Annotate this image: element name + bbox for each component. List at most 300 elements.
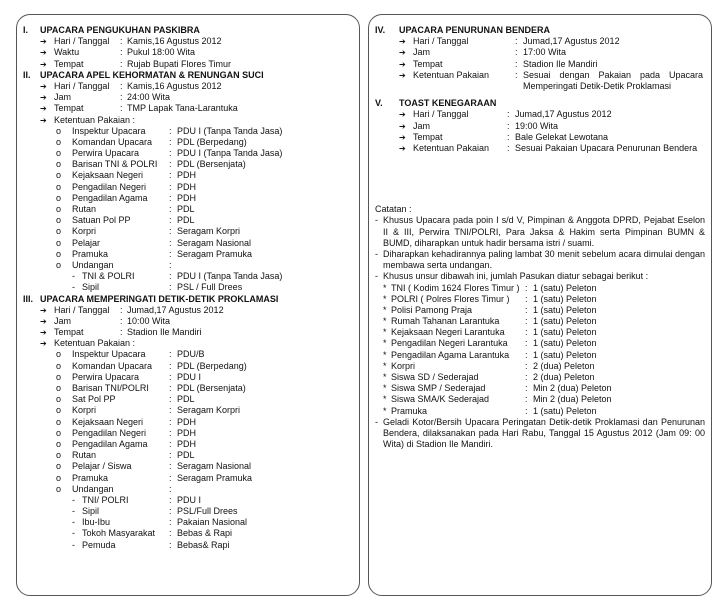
colon-separator: : xyxy=(169,472,172,483)
troop-unit: TNI ( Kodim 1624 Flores Timur ) xyxy=(391,282,520,293)
troop-row xyxy=(375,361,705,372)
troop-count: 1 (satu) Peleton xyxy=(533,327,597,338)
asterisk-bullet: * xyxy=(383,383,387,394)
attire-row xyxy=(23,137,353,148)
field-label: Jam xyxy=(413,120,431,131)
troop-count: 1 (satu) Peleton xyxy=(533,338,597,349)
field-label: Undangan xyxy=(72,259,114,270)
dash-bullet: - xyxy=(72,517,75,528)
troop-unit: POLRI ( Polres Flores Timur ) xyxy=(391,293,510,304)
field-value: PDH xyxy=(177,438,197,449)
colon-separator: : xyxy=(525,316,528,327)
circle-bullet-icon: o xyxy=(56,181,62,192)
circle-bullet-icon: o xyxy=(56,248,62,259)
dash-bullet: - xyxy=(72,539,75,550)
troop-count: 1 (satu) Peleton xyxy=(533,304,597,315)
field-label: Kejaksaan Negeri xyxy=(72,170,144,181)
attire-row xyxy=(23,193,353,204)
attire-row xyxy=(23,450,353,461)
info-row xyxy=(23,47,353,58)
field-value: PDH xyxy=(177,170,197,181)
attire-row xyxy=(23,484,353,495)
colon-separator: : xyxy=(169,259,172,270)
guest-row xyxy=(23,271,353,282)
field-value: PDH xyxy=(177,181,197,192)
attire-row xyxy=(23,182,353,193)
field-value: Stadion Ile Mandiri xyxy=(127,327,202,338)
colon-separator: : xyxy=(169,517,172,528)
troop-count: Min 2 (dua) Peleton xyxy=(533,383,612,394)
field-label: Korpri xyxy=(72,405,97,416)
field-value: PDU I (Tanpa Tanda Jasa) xyxy=(177,271,283,282)
colon-separator: : xyxy=(169,427,172,438)
troop-unit: Korpri xyxy=(391,360,416,371)
colon-separator: : xyxy=(169,450,172,461)
field-value: PDH xyxy=(177,416,197,427)
colon-separator: : xyxy=(515,69,518,80)
arrow-bullet-icon: ➔ xyxy=(40,104,47,114)
colon-separator: : xyxy=(525,360,528,371)
troop-count: 1 (satu) Peleton xyxy=(533,405,597,416)
dash-bullet: - xyxy=(375,271,378,282)
dash-bullet: - xyxy=(72,528,75,539)
field-label: Waktu xyxy=(54,47,80,58)
field-label: Pengadilan Agama xyxy=(72,438,148,449)
info-row xyxy=(23,59,353,70)
attire-heading-row xyxy=(23,115,353,126)
note-item xyxy=(375,249,705,271)
attire-heading: Ketentuan Pakaian : xyxy=(54,114,136,125)
section-number: III. xyxy=(23,293,34,304)
colon-separator: : xyxy=(169,282,172,293)
right-content xyxy=(375,25,705,450)
arrow-bullet-icon: ➔ xyxy=(399,121,406,131)
troop-row xyxy=(375,283,705,294)
colon-separator: : xyxy=(525,405,528,416)
attire-row xyxy=(23,394,353,405)
dash-bullet: - xyxy=(375,416,378,427)
field-label: TNI & POLRI xyxy=(82,271,135,282)
colon-separator: : xyxy=(120,327,123,338)
note-text: Khusus Upacara pada poin I s/d V, Pimpinan & Anggota DPRD, Pejabat Eselon II & III, Perwira TNI/POLRI, Para Jaksa & Hakim serta Pimpinan BUMN & BUMD, diharapkan untuk hadir bersama istri / suami. xyxy=(383,215,705,248)
asterisk-bullet: * xyxy=(383,338,387,349)
dash-bullet: - xyxy=(72,271,75,282)
field-value: TMP Lapak Tana-Larantuka xyxy=(127,103,238,114)
asterisk-bullet: * xyxy=(383,282,387,293)
troop-count: 1 (satu) Peleton xyxy=(533,316,597,327)
circle-bullet-icon: o xyxy=(56,159,62,170)
colon-separator: : xyxy=(169,416,172,427)
info-row xyxy=(23,103,353,114)
info-row xyxy=(23,92,353,103)
info-row xyxy=(375,47,705,58)
attire-row xyxy=(23,148,353,159)
troop-unit: Pengadilan Negeri Larantuka xyxy=(391,338,508,349)
field-label: Perwira Upacara xyxy=(72,148,140,159)
troop-row xyxy=(375,327,705,338)
troop-count: 1 (satu) Peleton xyxy=(533,282,597,293)
field-value: PDL xyxy=(177,215,195,226)
asterisk-bullet: * xyxy=(383,316,387,327)
field-value: PDU I xyxy=(177,494,202,505)
attire-row xyxy=(23,260,353,271)
troop-row xyxy=(375,350,705,361)
circle-bullet-icon: o xyxy=(56,483,62,494)
circle-bullet-icon: o xyxy=(56,349,62,360)
troop-row xyxy=(375,316,705,327)
troop-count: Min 2 (dua) Peleton xyxy=(533,394,612,405)
troop-count: 2 (dua) Peleton xyxy=(533,360,595,371)
field-label: Sat Pol PP xyxy=(72,394,116,405)
troop-unit: Polisi Pamong Praja xyxy=(391,304,473,315)
colon-separator: : xyxy=(507,131,510,142)
troop-count: 1 (satu) Peleton xyxy=(533,293,597,304)
section-heading xyxy=(23,25,353,36)
field-value: Seragam Nasional xyxy=(177,237,252,248)
note-item xyxy=(375,417,705,451)
troop-unit: Pramuka xyxy=(391,405,428,416)
field-label: TNI/ POLRI xyxy=(82,494,129,505)
circle-bullet-icon: o xyxy=(56,472,62,483)
asterisk-bullet: * xyxy=(383,394,387,405)
field-label: Barisan TNI & POLRI xyxy=(72,159,158,170)
arrow-bullet-icon: ➔ xyxy=(40,93,47,103)
section-number: IV. xyxy=(375,25,386,35)
info-row xyxy=(23,316,353,327)
field-label: Korpri xyxy=(72,226,97,237)
field-value: Kamis,16 Agustus 2012 xyxy=(127,36,222,47)
field-value: Bale Gelekat Lewotana xyxy=(515,131,609,142)
field-value: 19:00 Wita xyxy=(515,120,559,131)
colon-separator: : xyxy=(169,394,172,405)
field-label: Komandan Upacara xyxy=(72,136,153,147)
dash-bullet: - xyxy=(375,248,378,259)
info-row xyxy=(375,132,705,143)
section-title: UPACARA APEL KEHORMATAN & RENUNGAN SUCI xyxy=(40,69,264,80)
colon-separator: : xyxy=(120,47,123,58)
arrow-bullet-icon: ➔ xyxy=(40,305,47,315)
field-label: Tempat xyxy=(54,327,84,338)
guest-row xyxy=(23,495,353,506)
troop-row xyxy=(375,394,705,405)
field-label: Ketentuan Pakaian xyxy=(413,142,490,153)
troop-count: 1 (satu) Peleton xyxy=(533,349,597,360)
colon-separator: : xyxy=(169,371,172,382)
field-label: Pemuda xyxy=(82,539,116,550)
field-value: PDU I (Tanpa Tanda Jasa) xyxy=(177,148,283,159)
info-row xyxy=(375,143,705,154)
section-heading xyxy=(23,294,353,305)
colon-separator: : xyxy=(169,170,172,181)
field-label: Perwira Upacara xyxy=(72,371,140,382)
field-value: PSL/Full Drees xyxy=(177,506,238,517)
field-label: Inspektur Upacara xyxy=(72,125,146,136)
field-label: Sipil xyxy=(82,506,100,517)
arrow-bullet-icon: ➔ xyxy=(40,115,47,125)
field-value: Seragam Korpri xyxy=(177,405,241,416)
attire-row xyxy=(23,383,353,394)
colon-separator: : xyxy=(507,120,510,131)
left-content xyxy=(23,25,353,551)
colon-separator: : xyxy=(169,349,172,360)
colon-separator: : xyxy=(120,36,123,47)
field-value: Jumad,17 Agustus 2012 xyxy=(523,36,620,47)
attire-row xyxy=(23,126,353,137)
field-label: Hari / Tanggal xyxy=(54,80,110,91)
colon-separator: : xyxy=(169,438,172,449)
colon-separator: : xyxy=(525,394,528,405)
field-value: Rujab Bupati Flores Timur xyxy=(127,58,232,69)
circle-bullet-icon: o xyxy=(56,125,62,136)
section-title: TOAST KENEGARAAN xyxy=(399,98,497,109)
circle-bullet-icon: o xyxy=(56,237,62,248)
field-value: Bebas & Rapi xyxy=(177,528,233,539)
asterisk-bullet: * xyxy=(383,304,387,315)
arrow-bullet-icon: ➔ xyxy=(40,316,47,326)
field-label: Sipil xyxy=(82,282,100,293)
attire-row xyxy=(23,473,353,484)
dash-bullet: - xyxy=(375,215,378,226)
info-row xyxy=(375,36,705,47)
section-heading xyxy=(23,70,353,81)
circle-bullet-icon: o xyxy=(56,394,62,405)
field-label: Hari / Tanggal xyxy=(413,36,469,47)
field-label: Tempat xyxy=(54,103,84,114)
troop-row xyxy=(375,294,705,305)
circle-bullet-icon: o xyxy=(56,450,62,461)
attire-row xyxy=(23,461,353,472)
field-label: Hari / Tanggal xyxy=(54,36,110,47)
info-row xyxy=(375,70,705,92)
colon-separator: : xyxy=(169,226,172,237)
asterisk-bullet: * xyxy=(383,327,387,338)
field-value: PDL (Berpedang) xyxy=(177,136,247,147)
field-value: PDH xyxy=(177,427,197,438)
colon-separator: : xyxy=(525,372,528,383)
circle-bullet-icon: o xyxy=(56,204,62,215)
field-label: Pelajar / Siswa xyxy=(72,461,132,472)
section-title: UPACARA MEMPERINGATI DETIK-DETIK PROKLAMASI xyxy=(40,293,279,304)
attire-row xyxy=(23,417,353,428)
colon-separator: : xyxy=(120,103,123,114)
guest-row xyxy=(23,506,353,517)
arrow-bullet-icon: ➔ xyxy=(40,37,47,47)
colon-separator: : xyxy=(169,148,172,159)
field-label: Pengadilan Negeri xyxy=(72,427,147,438)
guest-row xyxy=(23,282,353,293)
field-label: Pengadilan Agama xyxy=(72,192,148,203)
attire-row xyxy=(23,405,353,416)
colon-separator: : xyxy=(169,539,172,550)
section-heading xyxy=(375,98,705,109)
colon-separator: : xyxy=(169,461,172,472)
field-label: Kejaksaan Negeri xyxy=(72,416,144,427)
arrow-bullet-icon: ➔ xyxy=(40,339,47,349)
field-label: Hari / Tanggal xyxy=(413,109,469,120)
troop-unit: Siswa SMA/K Sederajad xyxy=(391,394,490,405)
troop-unit: Pengadilan Agama Larantuka xyxy=(391,349,510,360)
arrow-bullet-icon: ➔ xyxy=(399,132,406,142)
attire-row xyxy=(23,372,353,383)
attire-row xyxy=(23,349,353,360)
field-value: PDL xyxy=(177,394,195,405)
colon-separator: : xyxy=(525,383,528,394)
colon-separator: : xyxy=(169,192,172,203)
info-row xyxy=(23,305,353,316)
field-label: Ibu-Ibu xyxy=(82,517,111,528)
attire-row xyxy=(23,159,353,170)
arrow-bullet-icon: ➔ xyxy=(399,110,406,120)
circle-bullet-icon: o xyxy=(56,259,62,270)
colon-separator: : xyxy=(515,36,518,47)
field-value: PDU I (Tanpa Tanda Jasa) xyxy=(177,125,283,136)
attire-row xyxy=(23,226,353,237)
guest-row xyxy=(23,528,353,539)
circle-bullet-icon: o xyxy=(56,192,62,203)
colon-separator: : xyxy=(525,349,528,360)
spacer xyxy=(375,154,705,204)
colon-separator: : xyxy=(169,494,172,505)
field-value: Seragam Korpri xyxy=(177,226,241,237)
asterisk-bullet: * xyxy=(383,372,387,383)
colon-separator: : xyxy=(120,315,123,326)
field-value: Seragam Pramuka xyxy=(177,248,253,259)
field-value: Sesuai dengan Pakaian pada Upacara Memperingati Detik-Detik Proklamasi xyxy=(523,69,703,91)
guest-row xyxy=(23,517,353,528)
colon-separator: : xyxy=(120,304,123,315)
troop-row xyxy=(375,372,705,383)
field-value: PDL xyxy=(177,450,195,461)
note-text: Khusus unsur dibawah ini, jumlah Pasukan diatur sebagai berikut : xyxy=(383,271,649,282)
attire-heading-row xyxy=(23,338,353,349)
section-title: UPACARA PENGUKUHAN PASKIBRA xyxy=(40,25,200,35)
arrow-bullet-icon: ➔ xyxy=(40,48,47,58)
field-label: Tempat xyxy=(413,58,443,69)
colon-separator: : xyxy=(169,237,172,248)
asterisk-bullet: * xyxy=(383,349,387,360)
colon-separator: : xyxy=(515,47,518,58)
colon-separator: : xyxy=(169,181,172,192)
circle-bullet-icon: o xyxy=(56,427,62,438)
attire-row xyxy=(23,170,353,181)
troop-row xyxy=(375,383,705,394)
field-value: PDH xyxy=(177,192,197,203)
colon-separator: : xyxy=(515,58,518,69)
attire-row xyxy=(23,238,353,249)
circle-bullet-icon: o xyxy=(56,148,62,159)
field-value: Stadion Ile Mandiri xyxy=(523,58,598,69)
circle-bullet-icon: o xyxy=(56,461,62,472)
colon-separator: : xyxy=(169,215,172,226)
note-item xyxy=(375,215,705,249)
field-label: Ketentuan Pakaian xyxy=(413,69,490,80)
attire-row xyxy=(23,428,353,439)
info-row xyxy=(23,327,353,338)
circle-bullet-icon: o xyxy=(56,360,62,371)
colon-separator: : xyxy=(525,304,528,315)
colon-separator: : xyxy=(120,92,123,103)
colon-separator: : xyxy=(169,383,172,394)
field-value: 10:00 Wita xyxy=(127,315,171,326)
info-row xyxy=(23,81,353,92)
troop-row xyxy=(375,338,705,349)
circle-bullet-icon: o xyxy=(56,438,62,449)
field-value: Sesuai Pakaian Upacara Penurunan Bendera xyxy=(515,142,698,153)
asterisk-bullet: * xyxy=(383,405,387,416)
circle-bullet-icon: o xyxy=(56,405,62,416)
asterisk-bullet: * xyxy=(383,293,387,304)
circle-bullet-icon: o xyxy=(56,226,62,237)
info-row xyxy=(375,121,705,132)
colon-separator: : xyxy=(169,125,172,136)
field-value: Jumad,17 Agustus 2012 xyxy=(515,109,612,120)
colon-separator: : xyxy=(169,204,172,215)
note-text: Geladi Kotor/Bersih Upacara Peringatan Detik-detik Proklamasi dan Penurunan Bendera, dilaksanakan pada Hari Rabu, Tanggal 15 Agustus 2012 (Jam 09: 00 Wita) di Stadion Ile Mandiri. xyxy=(383,416,705,450)
colon-separator: : xyxy=(169,248,172,259)
right-panel xyxy=(368,14,712,596)
colon-separator: : xyxy=(169,528,172,539)
troop-unit: Rumah Tahanan Larantuka xyxy=(391,316,500,327)
colon-separator: : xyxy=(525,338,528,349)
troop-row xyxy=(375,406,705,417)
colon-separator: : xyxy=(169,271,172,282)
troop-count: 2 (dua) Peleton xyxy=(533,372,595,383)
troop-row xyxy=(375,305,705,316)
colon-separator: : xyxy=(525,293,528,304)
field-label: Tokoh Masyarakat xyxy=(82,528,156,539)
arrow-bullet-icon: ➔ xyxy=(399,37,406,47)
info-row xyxy=(23,36,353,47)
field-label: Rutan xyxy=(72,204,97,215)
field-label: Jam xyxy=(54,315,72,326)
attire-row xyxy=(23,249,353,260)
arrow-bullet-icon: ➔ xyxy=(399,48,406,58)
field-label: Rutan xyxy=(72,450,97,461)
attire-row xyxy=(23,215,353,226)
field-label: Pramuka xyxy=(72,248,109,259)
info-row xyxy=(375,59,705,70)
colon-separator: : xyxy=(525,327,528,338)
dash-bullet: - xyxy=(72,282,75,293)
circle-bullet-icon: o xyxy=(56,416,62,427)
field-label: Satuan Pol PP xyxy=(72,215,131,226)
dash-bullet: - xyxy=(72,506,75,517)
field-label: Pengadilan Negeri xyxy=(72,181,147,192)
troop-unit: Kejaksaan Negeri Larantuka xyxy=(391,327,505,338)
field-value: Seragam Pramuka xyxy=(177,472,253,483)
note-text: Diharapkan kehadirannya paling lambat 30 menit sebelum acara dimulai dengan membawa serta undangan. xyxy=(383,248,705,271)
field-label: Tempat xyxy=(413,131,443,142)
field-value: PDL (Berpedang) xyxy=(177,360,247,371)
colon-separator: : xyxy=(120,80,123,91)
section-title: UPACARA PENURUNAN BENDERA xyxy=(399,25,551,35)
field-value: 17:00 Wita xyxy=(523,47,567,58)
colon-separator: : xyxy=(507,142,510,153)
dash-bullet: - xyxy=(72,494,75,505)
circle-bullet-icon: o xyxy=(56,215,62,226)
attire-row xyxy=(23,439,353,450)
arrow-bullet-icon: ➔ xyxy=(399,70,406,80)
field-value: PDU/B xyxy=(177,349,205,360)
field-value: PDL xyxy=(177,204,195,215)
field-value: Kamis,16 Agustus 2012 xyxy=(127,80,222,91)
field-label: Hari / Tanggal xyxy=(54,304,110,315)
colon-separator: : xyxy=(120,58,123,69)
arrow-bullet-icon: ➔ xyxy=(399,59,406,69)
field-label: Pelajar xyxy=(72,237,101,248)
field-value: Pakaian Nasional xyxy=(177,517,248,528)
colon-separator: : xyxy=(169,506,172,517)
